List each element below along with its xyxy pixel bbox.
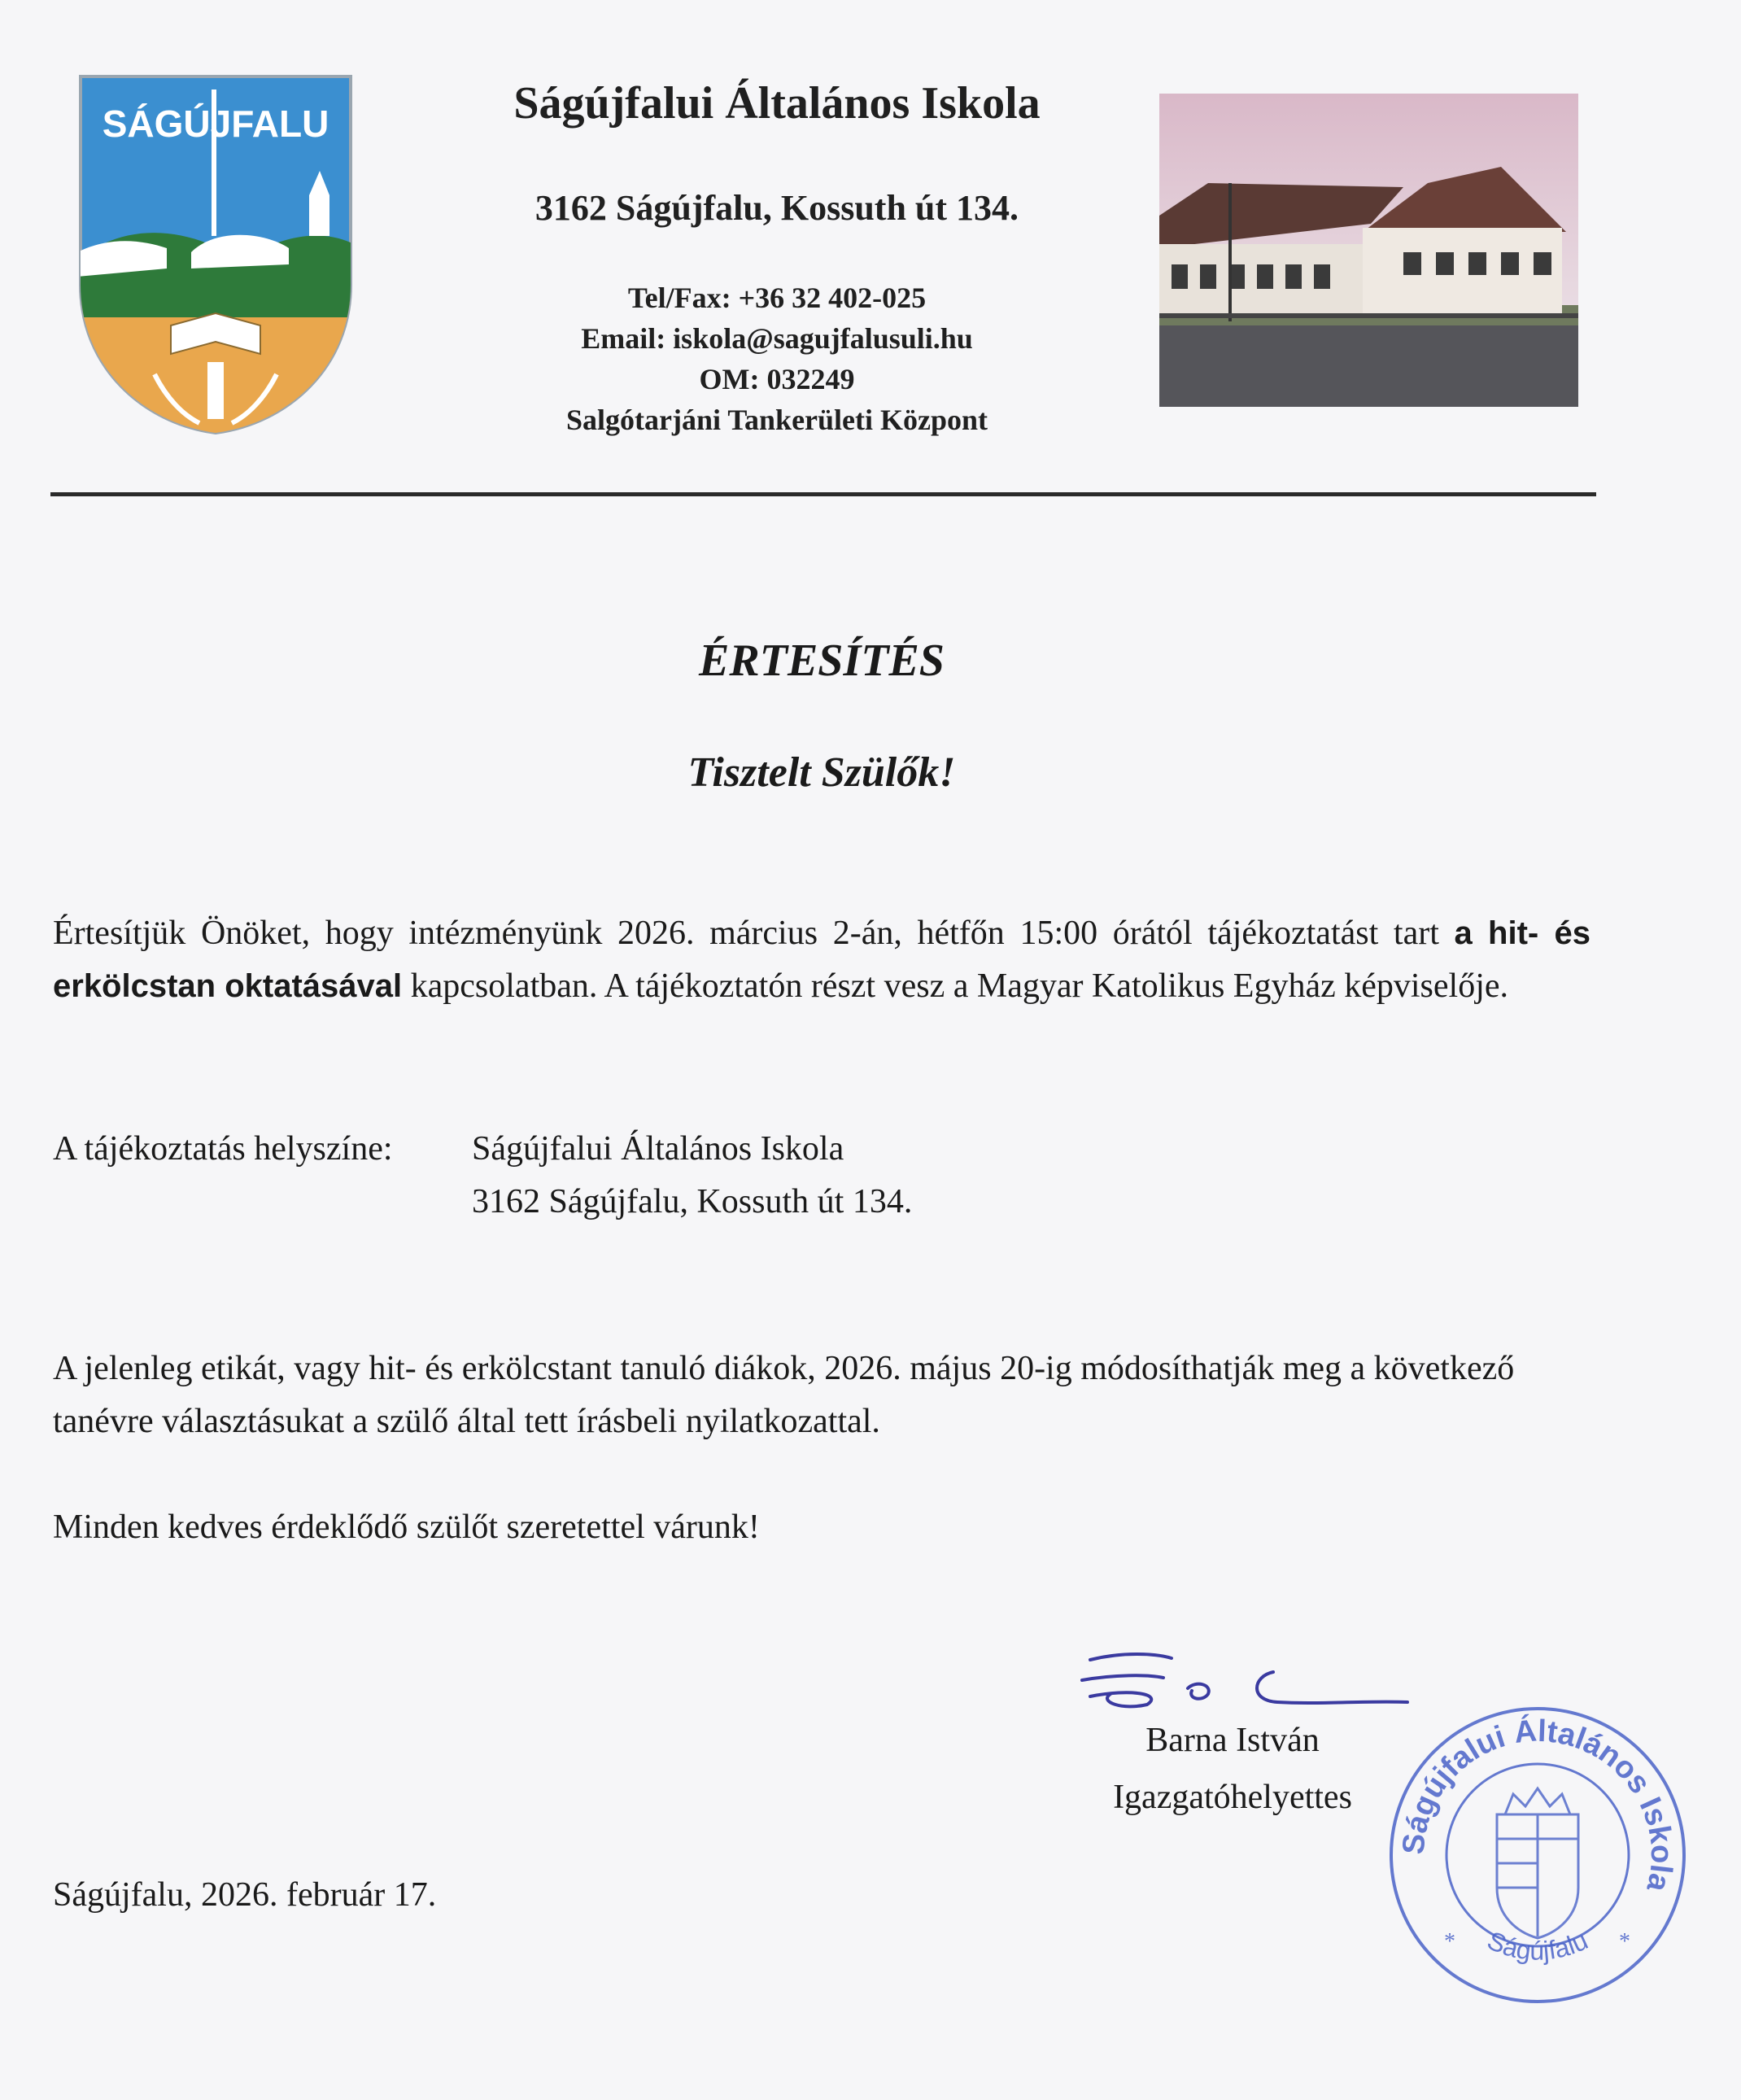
header-divider (50, 492, 1596, 496)
paragraph-1-emphasis: a hit- és erkölcstan oktatásával (53, 915, 1590, 1004)
paragraph-1-start: Értesítjük Önöket, hogy intézményünk 2026. március 2-án, hétfőn 15:00 órától tájékoztatást tart (53, 915, 1455, 952)
notice-paragraph-3: Minden kedves érdeklődő szülőt szeretettel várunk! (53, 1508, 760, 1546)
signer-title: Igazgatóhelyettes (1113, 1779, 1352, 1816)
school-building-photo (1159, 94, 1578, 407)
stamp-bottom-text: Ságújfalu (1482, 1925, 1593, 1966)
school-name: Ságújfalui Általános Iskola (513, 78, 1041, 129)
location-block (53, 1123, 1590, 1220)
school-address: 3162 Ságújfalu, Kossuth út 134. (535, 188, 1019, 228)
school-email: Email: iskola@sagujfalusuli.hu (581, 322, 973, 355)
handwritten-signature (1074, 1644, 1416, 1717)
signer-name: Barna István (1145, 1722, 1320, 1759)
school-district: Salgótarjáni Tankerületi Központ (565, 404, 988, 436)
svg-text:*: * (1444, 1929, 1455, 1954)
official-school-stamp (1383, 1701, 1692, 2010)
stamp-ring-text: Ságújfalui Általános Iskola (1396, 1714, 1679, 1895)
svg-text:*: * (1619, 1929, 1630, 1954)
notice-paragraph-1 (53, 907, 1590, 1013)
notice-title: ÉRTESÍTÉS (699, 635, 945, 686)
notice-paragraph-2: A jelenleg etikát, vagy hit- és erkölcstant tanuló diákok, 2026. május 20-ig módosíthatják meg a következő tanévre választásukat a szülő által tett írásbeli nyilatkozattal. (53, 1350, 1515, 1440)
location-label: A tájékoztatás helyszíne: (53, 1130, 393, 1168)
document-date: Ságújfalu, 2026. február 17. (53, 1876, 437, 1914)
village-crest-logo (77, 73, 354, 435)
paragraph-1-end: kapcsolatban. A tájékoztatón részt vesz a Magyar Katolikus Egyház képviselője. (402, 967, 1509, 1005)
crest-title: SÁGÚJFALU (102, 103, 329, 145)
school-telfax: Tel/Fax: +36 32 402-025 (627, 282, 927, 314)
location-line-1: Ságújfalui Általános Iskola (472, 1130, 844, 1168)
greeting: Tisztelt Szülők! (687, 749, 956, 796)
location-line-2: 3162 Ságújfalu, Kossuth út 134. (472, 1183, 913, 1220)
school-om-id: OM: 032249 (699, 363, 855, 395)
